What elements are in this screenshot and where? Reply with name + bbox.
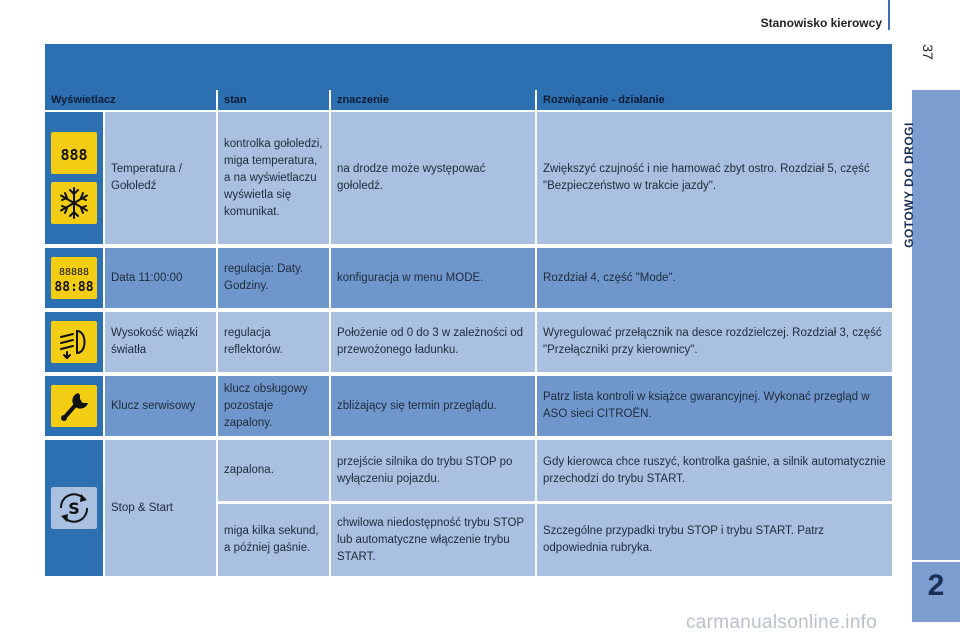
table-header-row — [45, 90, 892, 112]
meaning-cell: chwilowa niedostępność trybu STOP lub automatyczne włączenie trybu START. — [331, 504, 537, 580]
table-row — [45, 376, 892, 440]
svg-text:S: S — [68, 499, 80, 518]
side-tab-label: GOTOWY DO DROGI — [902, 122, 916, 248]
header-rule — [888, 0, 890, 30]
meaning-cell: zbliżający się termin przeglądu. — [331, 376, 537, 440]
display-cell: Temperatura / Gołoledź — [105, 112, 218, 248]
indicator-table-grid — [45, 90, 892, 580]
state-cell: regulacja: Daty. Godziny. — [218, 248, 331, 312]
table-row — [45, 312, 892, 376]
page-section-title: Stanowisko kierowcy — [760, 16, 882, 30]
state-cell: klucz obsługowy pozostaje zapalony. — [218, 376, 331, 440]
icon-cell — [45, 312, 105, 376]
state-cell: regulacja reflektorów. — [218, 312, 331, 376]
table-title-bar — [45, 44, 892, 90]
watermark: carmanualsonline.info — [686, 612, 878, 633]
headlamp-leveling-icon — [51, 321, 97, 363]
table-row — [45, 440, 892, 504]
action-cell: Zwiększyć czujność i nie hamować zbyt ostro. Rozdział 5, część "Bezpieczeństwo w trakcie jazdy". — [537, 112, 892, 248]
icon-cell — [45, 376, 105, 440]
svg-text:88:88: 88:88 — [54, 280, 94, 295]
state-cell: zapalona. — [218, 440, 331, 504]
wrench-service-icon — [51, 385, 97, 427]
icon-cell — [45, 440, 105, 580]
indicator-table — [45, 44, 892, 580]
snowflake-icon — [51, 182, 97, 224]
display-cell: Wysokość wiązki światła — [105, 312, 218, 376]
state-cell: kontrolka gołoledzi, miga temperatura, a na wyświetlaczu wyświetla się komunikat. — [218, 112, 331, 248]
table-row — [45, 248, 892, 312]
stop-start-icon — [51, 487, 97, 529]
display-cell: Stop & Start — [105, 440, 218, 580]
meaning-cell: na drodze może występować gołoledź. — [331, 112, 537, 248]
action-cell: Patrz lista kontroli w książce gwarancyjnej. Wykonać przegląd w ASO sieci CITROËN. — [537, 376, 892, 440]
temperature-display-icon — [51, 132, 97, 174]
svg-text:888: 888 — [60, 146, 88, 164]
chapter-number: 2 — [927, 569, 945, 602]
meaning-cell: Położenie od 0 do 3 w zależności od przewożonego ładunku. — [331, 312, 537, 376]
table-row — [45, 112, 892, 248]
action-cell: Szczególne przypadki trybu STOP i trybu START. Patrz odpowiednia rubryka. — [537, 504, 892, 580]
action-cell: Wyregulować przełącznik na desce rozdzielczej. Rozdział 3, część "Przełączniki przy kierownicy". — [537, 312, 892, 376]
icon-cell — [45, 112, 105, 248]
icon-cell — [45, 248, 105, 312]
date-time-display-icon — [51, 257, 97, 299]
display-cell: Data 11:00:00 — [105, 248, 218, 312]
column-header-state: stan — [218, 90, 331, 112]
page-number: 37 — [920, 44, 936, 60]
display-cell: Klucz serwisowy — [105, 376, 218, 440]
svg-text:88888: 88888 — [58, 267, 90, 278]
state-cell: miga kilka sekund, a później gaśnie. — [218, 504, 331, 580]
column-header-meaning: znaczenie — [331, 90, 537, 112]
action-cell: Gdy kierowca chce ruszyć, kontrolka gaśnie, a silnik automatycznie przechodzi do trybu START. — [537, 440, 892, 504]
meaning-cell: konfiguracja w menu MODE. — [331, 248, 537, 312]
meaning-cell: przejście silnika do trybu STOP po wyłączeniu pojazdu. — [331, 440, 537, 504]
action-cell: Rozdział 4, część "Mode". — [537, 248, 892, 312]
column-header-action: Rozwiązanie - działanie — [537, 90, 892, 112]
column-header-display: Wyświetlacz — [45, 90, 218, 112]
